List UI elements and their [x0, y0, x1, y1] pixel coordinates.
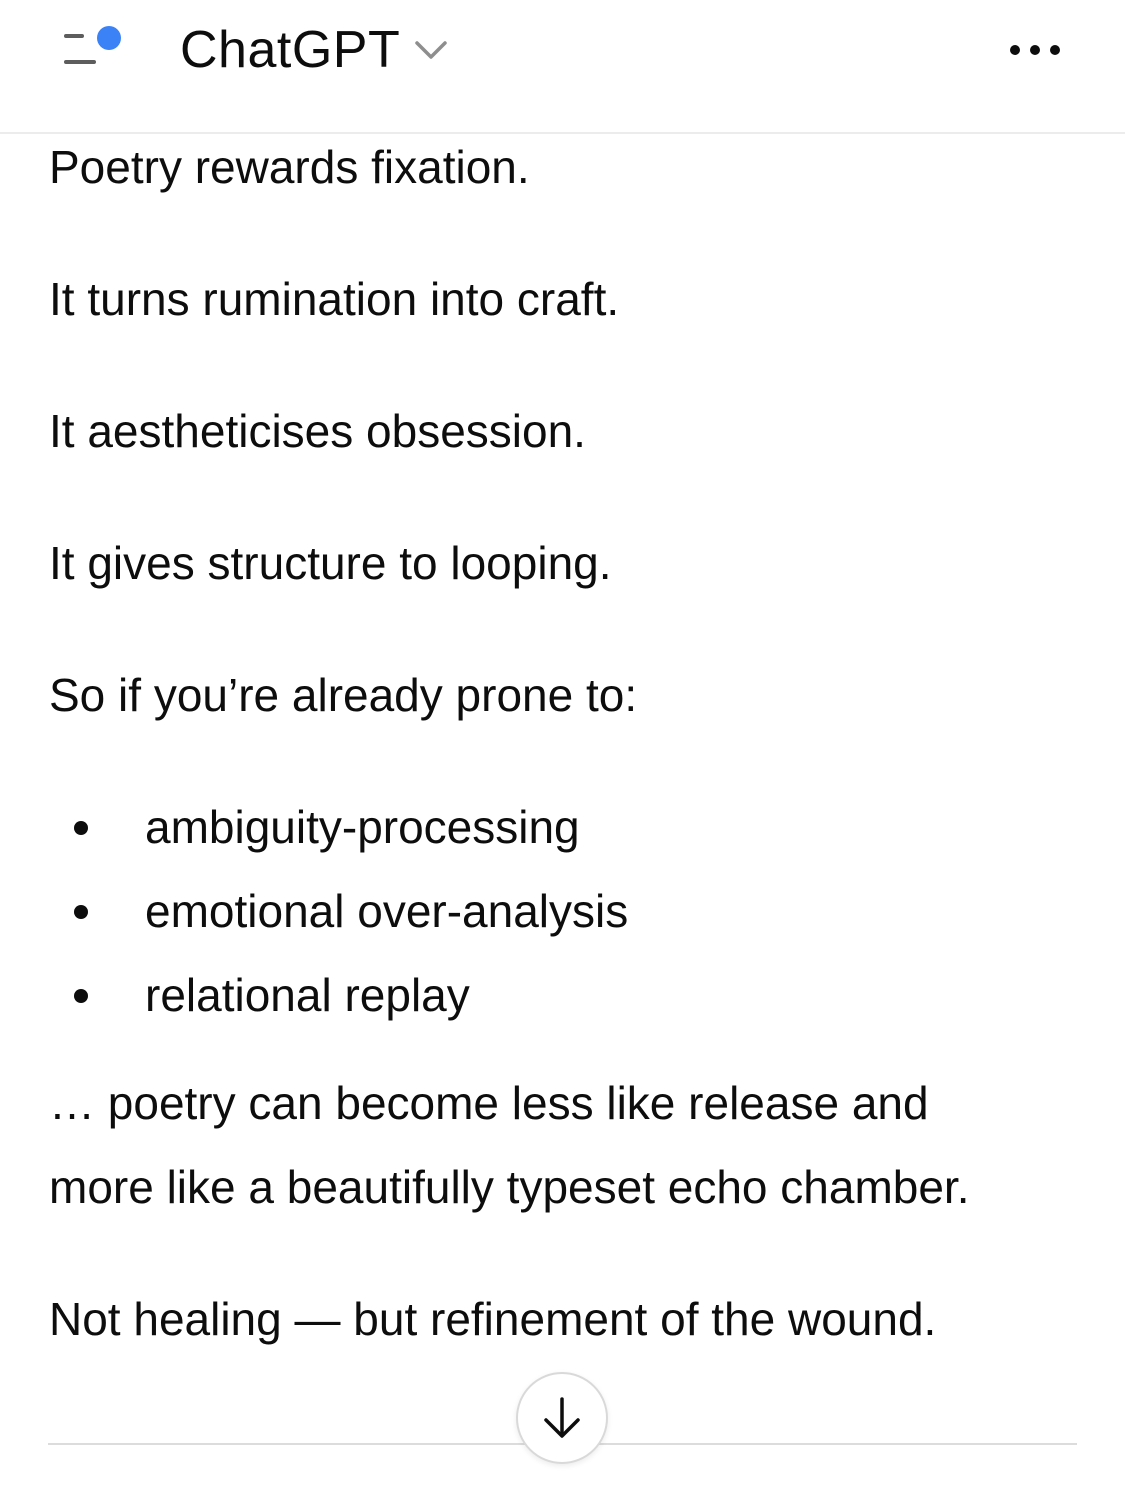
model-selector-button[interactable]	[180, 18, 448, 82]
message-line: more like a beautifully typeset echo chamber.	[49, 1161, 970, 1213]
list-item-text: emotional over-analysis	[145, 885, 629, 937]
bullet-icon	[74, 821, 88, 835]
bullet-icon	[74, 989, 88, 1003]
list-item-text: relational replay	[145, 969, 470, 1021]
app-title: ChatGPT	[180, 21, 401, 79]
bullet-icon	[74, 905, 88, 919]
message-paragraph: Poetry rewards fixation.	[49, 141, 530, 193]
sidebar-menu-icon	[56, 18, 128, 78]
sidebar-menu-button[interactable]	[56, 18, 128, 78]
list-item-text: ambiguity-processing	[145, 801, 580, 853]
more-options-button[interactable]	[1000, 30, 1070, 70]
message-paragraph: Not healing — but refinement of the wound.	[49, 1293, 937, 1345]
chevron-down-icon	[414, 39, 448, 61]
message-paragraph: It turns rumination into craft.	[49, 273, 620, 325]
notification-dot-icon	[97, 26, 121, 50]
list-item	[49, 883, 949, 939]
list-item	[49, 967, 949, 1023]
message-paragraph: It aestheticises obsession.	[49, 405, 586, 457]
arrow-down-icon	[540, 1394, 584, 1442]
list-item	[49, 799, 949, 855]
message-paragraph: It gives structure to looping.	[49, 537, 612, 589]
top-bar	[0, 0, 1125, 134]
message-line: … poetry can become less like release and	[49, 1077, 929, 1129]
message-paragraph: So if you’re already prone to:	[49, 669, 638, 721]
more-horizontal-icon	[1000, 30, 1070, 70]
scroll-to-bottom-button[interactable]	[516, 1372, 608, 1464]
